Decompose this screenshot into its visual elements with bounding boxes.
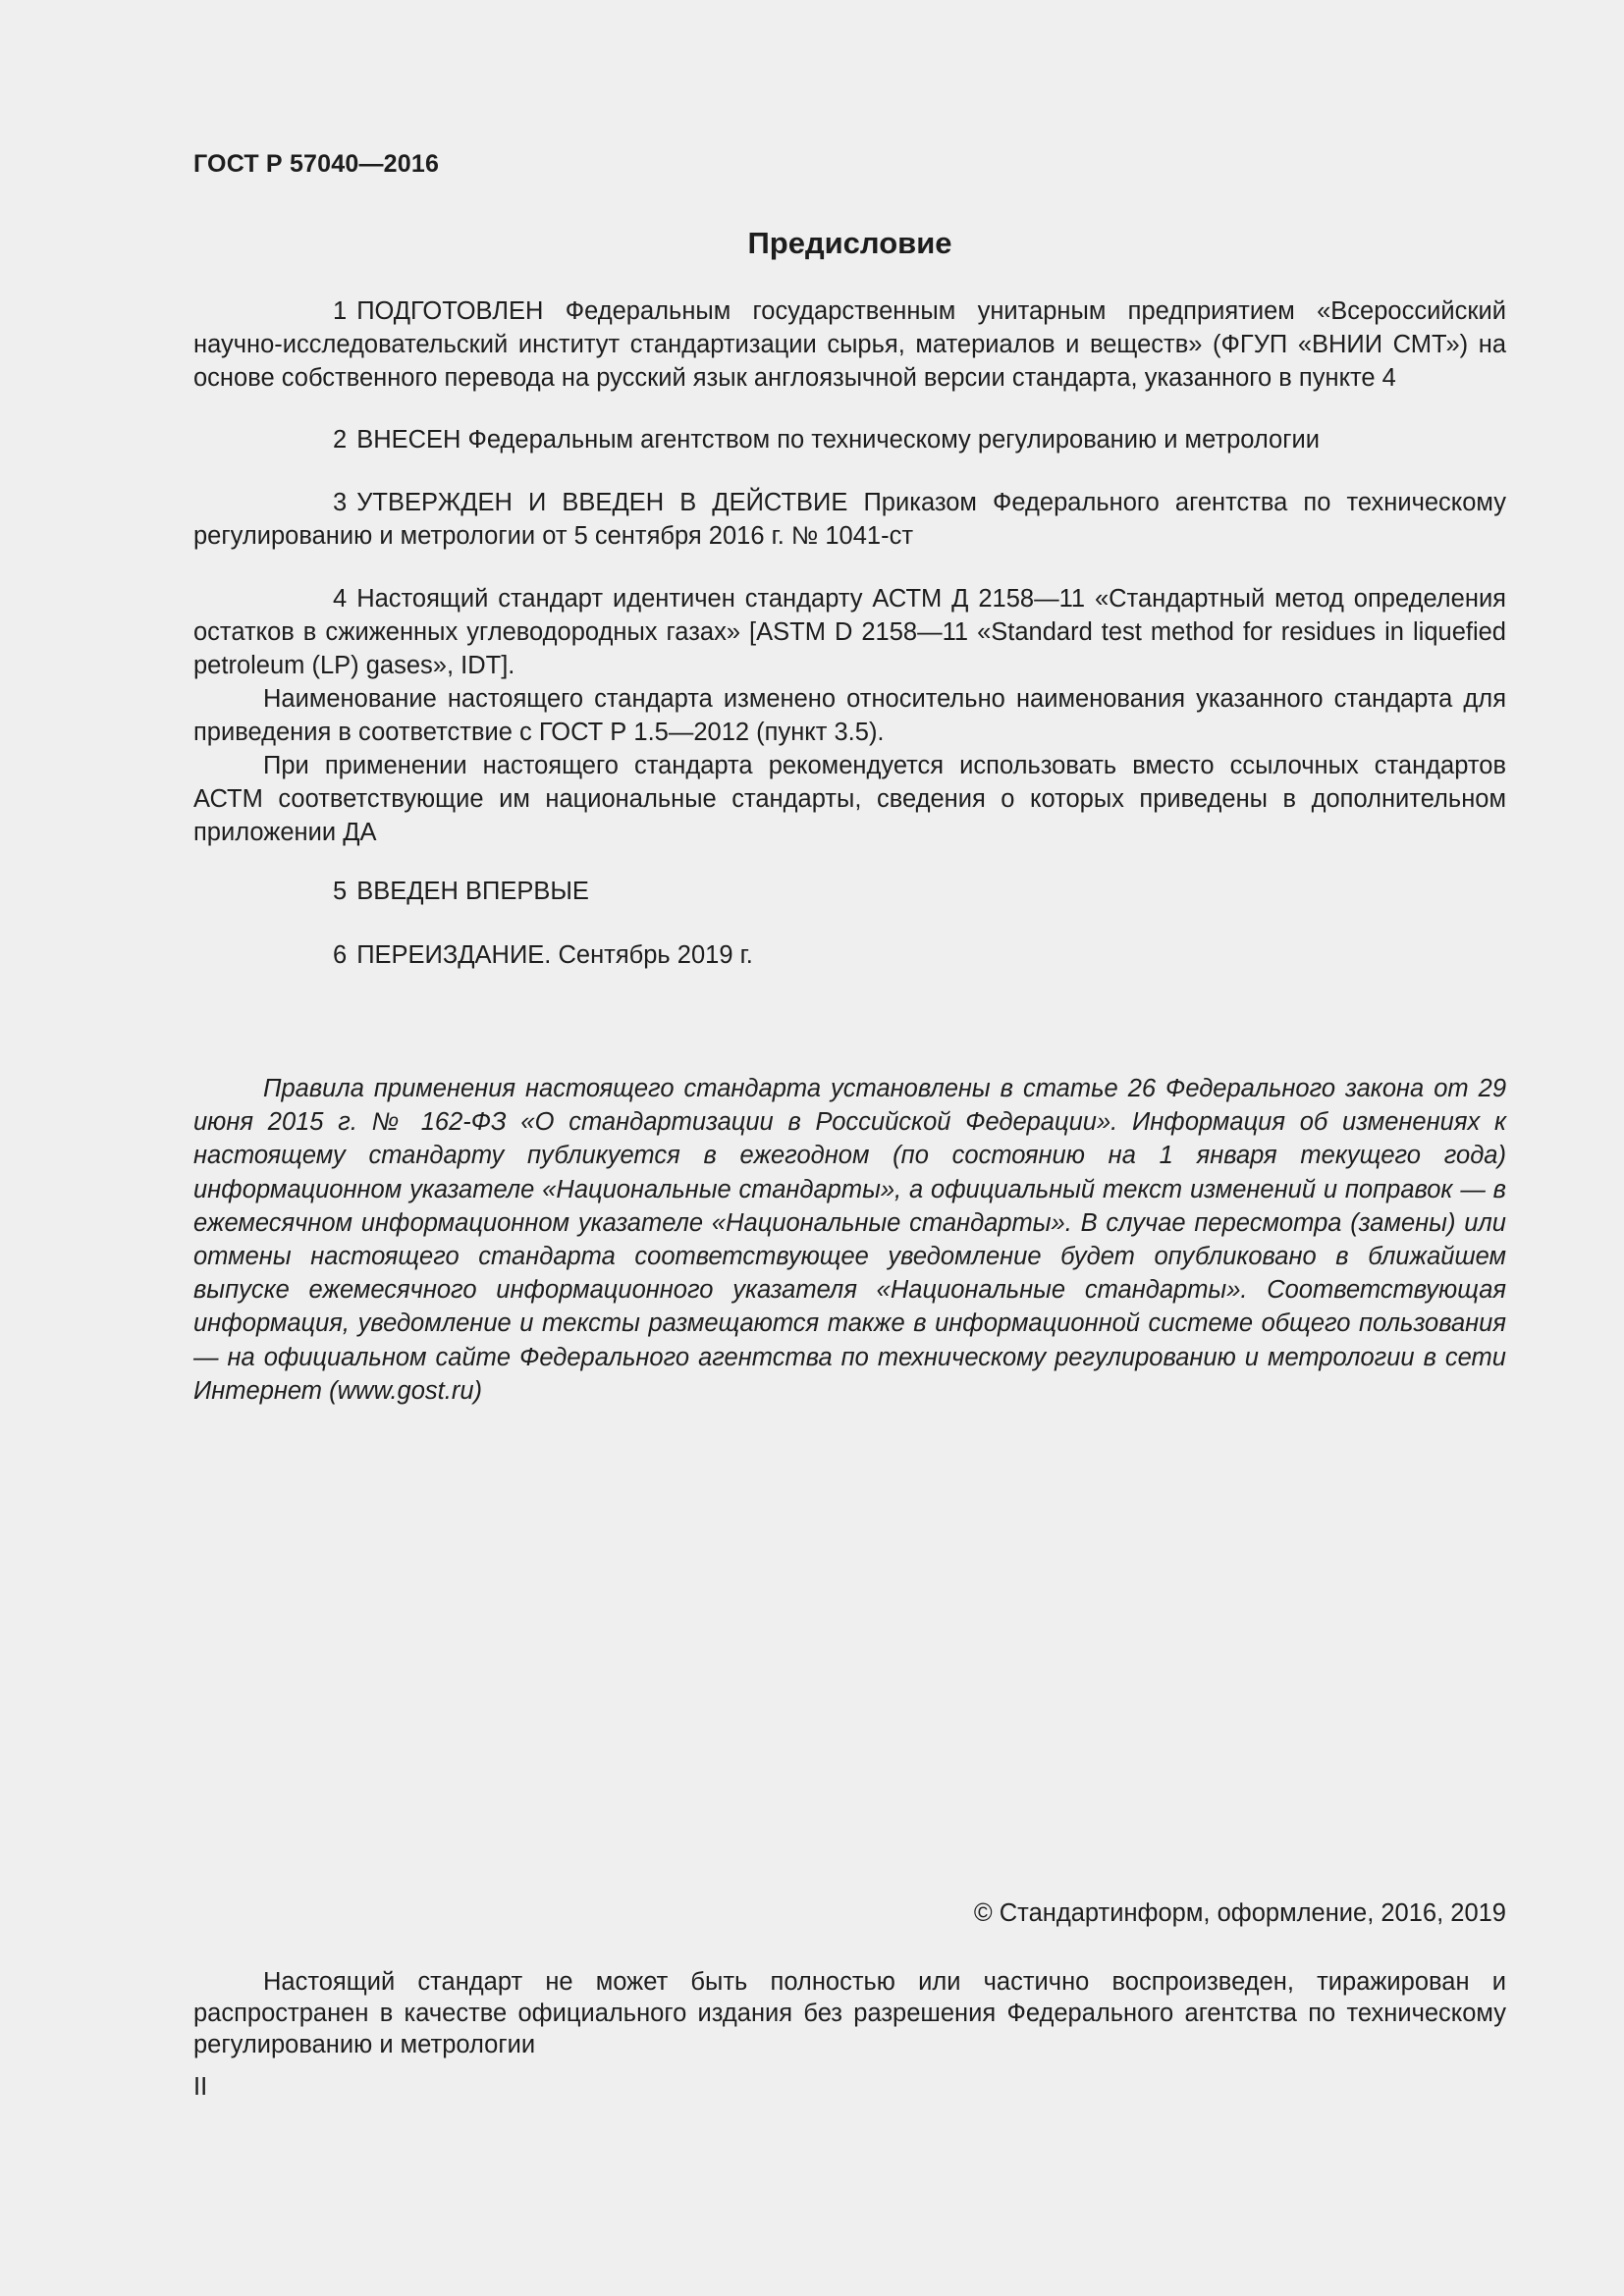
item-number: 6 [333,941,348,969]
foreword-item-2 [193,423,1506,456]
item-text: ПОДГОТОВЛЕН Федеральным государственным унитарным предприятием «Всероссийский научно-исследовательский институт стандартизации сырья, материалов и веществ» (ФГУП «ВНИИ СМТ») на основе собственного перевода на русский язык англоязычной версии стандарта, указанного в пункте 4 [193,297,1506,392]
item-text: ПЕРЕИЗДАНИЕ. Сентябрь 2019 г. [356,941,753,969]
foreword-item-4 [193,582,1506,849]
item-text: ВВЕДЕН ВПЕРВЫЕ [356,878,589,905]
item-number: 3 [333,489,348,516]
item-text: Настоящий стандарт идентичен стандарту АСТМ Д 2158—11 «Стандартный метод определения остатков в сжиженных углеводородных газах» [ASTM D 2158—11 «Standard test method for residues in liquefied petroleum (LP) gases», IDT]. [193,585,1506,679]
reproduction-notice: Настоящий стандарт не может быть полностью или частично воспроизведен, тиражирован и распространен в качестве официального издания без разрешения Федерального агентства по техническому регулированию и метрологии [193,1968,1506,2058]
application-rules-notice: Правила применения настоящего стандарта установлены в статье 26 Федерального закона от 29 июня 2015 г. № 162-ФЗ «О стандартизации в Российской Федерации». Информация об изменениях к настоящему стандарту публикуется в ежегодном (по состоянию на 1 января текущего года) информационном указателе «Национальные стандарты», а официальный текст изменений и поправок — в ежемесячном информационном указателе «Национальные стандарты». В случае пересмотра (замены) или отмены настоящего стандарта соответствующее уведомление будет опубликовано в ближайшем выпуске ежемесячного информационного указателя «Национальные стандарты». Соответствующая информация, уведомление и тексты размещаются также в информационной системе общего пользования — на официальном сайте Федерального агентства по техническому регулированию и метрологии в сети Интернет (www.gost.ru) [193,1075,1506,1405]
document-code: ГОСТ Р 57040—2016 [193,150,440,178]
item-4-paragraph-name-change: Наименование настоящего стандарта изменено относительно наименования указанного стандарта для приведения в соответствие с ГОСТ Р 1.5—2012 (пункт 3.5). [193,685,1506,746]
item-text: ВНЕСЕН Федеральным агентством по техническому регулированию и метрологии [356,426,1321,454]
item-number: 1 [333,297,348,325]
foreword-item-1 [193,294,1506,395]
item-number: 5 [333,878,348,905]
item-number: 2 [333,426,348,454]
item-text: УТВЕРЖДЕН И ВВЕДЕН В ДЕЙСТВИЕ Приказом Федерального агентства по техническому регулированию и метрологии от 5 сентября 2016 г. № 1041-ст [193,489,1506,550]
item-4-paragraph-references: При применении настоящего стандарта рекомендуется использовать вместо ссылочных стандартов АСТМ соответствующие им национальные стандарты, сведения о которых приведены в дополнительном приложении ДА [193,752,1506,846]
page-number: II [193,2073,208,2101]
foreword-item-6 [193,938,1506,972]
copyright-line: © Стандартинформ, оформление, 2016, 2019 [973,1899,1506,1927]
section-title: Предисловие [747,226,952,260]
item-number: 4 [333,585,348,613]
foreword-item-3 [193,486,1506,553]
foreword-item-5 [193,875,1506,908]
